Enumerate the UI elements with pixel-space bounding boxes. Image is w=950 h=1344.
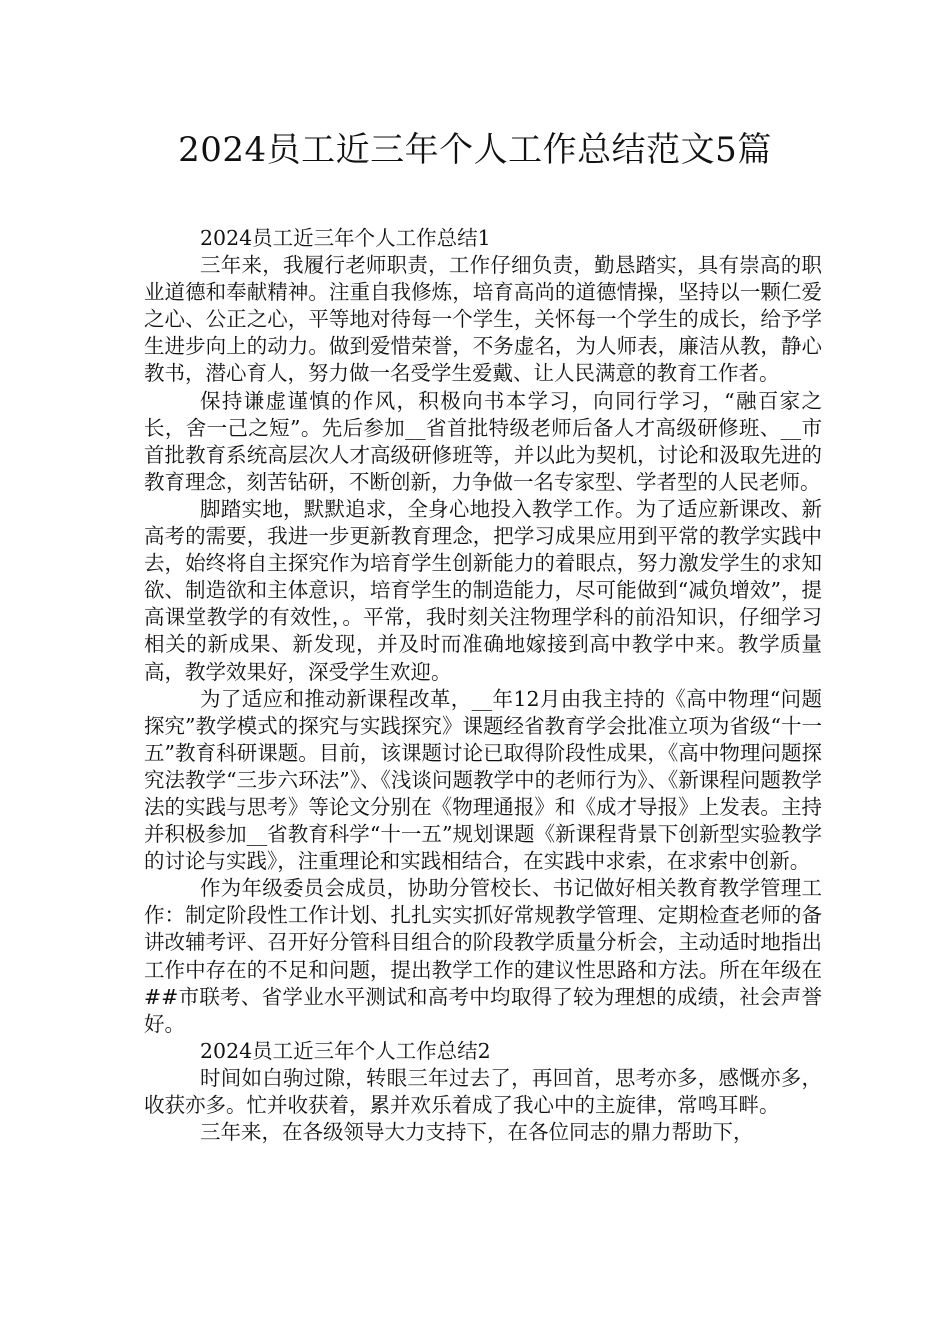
paragraph-1-2: 保持谦虚谨慎的作风，积极向书本学习，向同行学习，“融百家之长，舍一己之短”。先后参加__省首批特级老师后备人才高级研修班、__市首批教育系统高层次人才高级研修班等，并以此为契机，讨论和汲取先进的教育理念，刻苦钻研，不断创新，力争做一名专家型、学者型的人民老师。	[144, 388, 822, 494]
document-title: 2024员工近三年个人工作总结范文5篇	[178, 130, 772, 170]
paragraph-2-1: 时间如白驹过隙，转眼三年过去了，再回首，思考亦多，感慨亦多，收获亦多。忙并收获着，累并欢乐着成了我心中的主旋律，常鸣耳畔。	[144, 1065, 822, 1117]
paragraph-1-4: 为了适应和推动新课程改革，__年12月由我主持的《高中物理“问题探究”教学模式的探究与实践探究》课题经省教育学会批准立项为省级“十一五”教育科研课题。目前，该课题讨论已取得阶段性成果，《高中物理问题探究法教学“三步六环法”》、《浅谈问题教学中的老师行为》、《新课程问题教学法的实践与思考》等论文分别在《物理通报》和《成才导报》上发表。主持并积极参加__省教育科学“十一五”规划课题《新课程背景下创新型实验教学的讨论与实践》，注重理论和实践相结合，在实践中求索，在求索中创新。	[144, 686, 822, 874]
paragraph-1-1: 三年来，我履行老师职责，工作仔细负责，勤恳踏实，具有崇高的职业道德和奉献精神。注重自我修炼，培育高尚的道德情操，坚持以一颗仁爱之心、公正之心，平等地对待每一个学生，关怀每一个学生的成长，给予学生进步向上的动力。做到爱惜荣誉，不务虚名，为人师表，廉洁从教，静心教书，潜心育人，努力做一名受学生爱戴、让人民满意的教育工作者。	[144, 253, 822, 386]
section-heading-2: 2024员工近三年个人工作总结2	[200, 1038, 491, 1063]
paragraph-1-5: 作为年级委员会成员，协助分管校长、书记做好相关教育教学管理工作：制定阶段性工作计划、扎扎实实抓好常规教学管理、定期检查老师的备讲改辅考评、召开好分管科目组合的阶段教学质量分析会，主动适时地指出工作中存在的不足和问题，提出教学工作的建议性思路和方法。所在年级在##市联考、省学业水平测试和高考中均取得了较为理想的成绩，社会声誉好。	[144, 876, 822, 1036]
paragraph-2-2: 三年来，在各级领导大力支持下，在各位同志的鼎力帮助下，	[200, 1120, 754, 1145]
document-body	[144, 225, 822, 1146]
paragraph-1-3: 脚踏实地，默默追求，全身心地投入教学工作。为了适应新课改、新高考的需要，我进一步更新教育理念，把学习成果应用到平常的教学实践中去，始终将自主探究作为培育学生创新能力的着眼点，努力激发学生的求知欲、制造欲和主体意识，培育学生的制造能力，尽可能做到“减负增效”，提高课堂教学的有效性，。平常，我时刻关注物理学科的前沿知识，仔细学习相关的新成果、新发现，并及时而准确地嫁接到高中教学中来。教学质量高，教学效果好，深受学生欢迎。	[144, 496, 822, 684]
section-heading-1: 2024员工近三年个人工作总结1	[200, 226, 491, 250]
